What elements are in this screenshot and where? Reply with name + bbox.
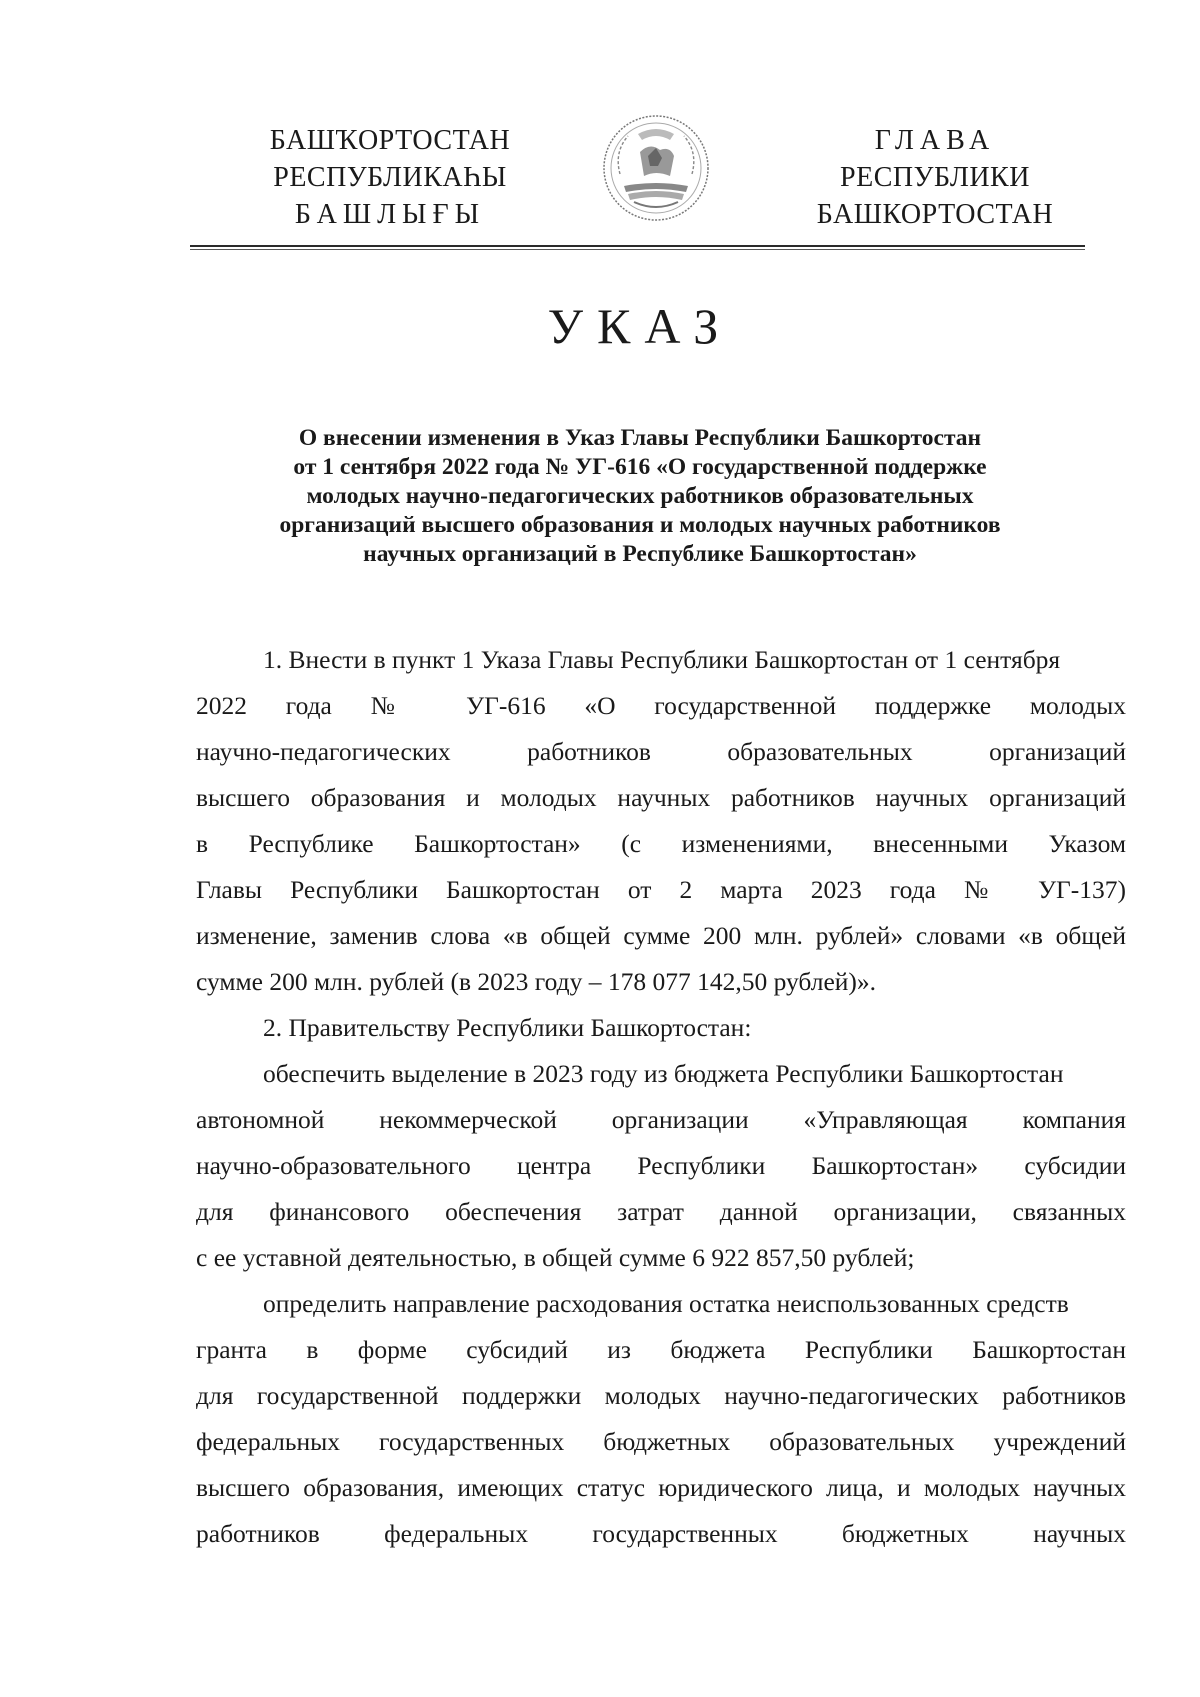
document-title [180, 424, 1100, 569]
body-line: гранта в форме субсидий из бюджета Республики Башкортостан [196, 1335, 1126, 1364]
document-type-heading: УКАЗ [547, 298, 733, 354]
issuer-line-3: БАШЛЫҒЫ [294, 199, 486, 230]
body-line: Главы Республики Башкортостан от 2 марта 2023 года № УГ-137) [196, 875, 1126, 904]
header-double-rule [190, 245, 1085, 251]
issuer-line-2: РЕСПУБЛИКАҺЫ [273, 162, 507, 193]
title-line: молодых научно-педагогических работников образовательных [306, 483, 974, 509]
body-line: для финансового обеспечения затрат данной организации, связанных [196, 1197, 1126, 1226]
title-line: от 1 сентября 2022 года № УГ-616 «О государственной поддержке [293, 454, 987, 480]
body-line: научно-образовательного центра Республики Башкортостан» субсидии [196, 1151, 1126, 1180]
body-line: изменение, заменив слова «в общей сумме 200 млн. рублей» словами «в общей [196, 921, 1126, 950]
body-line: в Республике Башкортостан» (с изменениями, внесенными Указом [196, 829, 1126, 858]
issuer-line-2: РЕСПУБЛИКИ [840, 162, 1030, 193]
title-line: О внесении изменения в Указ Главы Республики Башкортостан [298, 425, 982, 451]
issuer-line-1: ГЛАВА [874, 125, 996, 156]
issuer-line-3: БАШКОРТОСТАН [816, 199, 1054, 230]
body-line: автономной некоммерческой организации «Управляющая компания [196, 1105, 1126, 1134]
coat-of-arms-emblem-icon [600, 112, 712, 224]
body-line: сумме 200 млн. рублей (в 2023 году – 178 077 142,50 рублей)». [196, 967, 877, 996]
body-line: 1. Внести в пункт 1 Указа Главы Республики Башкортостан от 1 сентября [263, 645, 1061, 674]
title-line: научных организаций в Республике Башкортостан» [363, 541, 917, 567]
body-line: работников федеральных государственных бюджетных научных [196, 1519, 1126, 1548]
body-line: для государственной поддержки молодых научно-педагогических работников [196, 1381, 1126, 1410]
issuer-line-1: БАШҠОРТОСТАН [269, 125, 511, 156]
body-line: с ее уставной деятельностью, в общей сумме 6 922 857,50 рублей; [196, 1243, 915, 1272]
body-line: федеральных государственных бюджетных образовательных учреждений [196, 1427, 1126, 1456]
body-line: определить направление расходования остатка неиспользованных средств [263, 1289, 1069, 1318]
issuer-header-bashkir [240, 122, 540, 233]
issuer-header-russian [780, 122, 1090, 233]
body-line: 2022 года № УГ-616 «О государственной поддержке молодых [196, 691, 1126, 720]
document-body [196, 637, 1126, 1557]
body-line: научно-педагогических работников образовательных организаций [196, 737, 1126, 766]
body-line: 2. Правительству Республики Башкортостан: [263, 1013, 752, 1042]
body-line: высшего образования и молодых научных работников научных организаций [196, 783, 1126, 812]
title-line: организаций высшего образования и молодых научных работников [279, 512, 1001, 538]
body-line: обеспечить выделение в 2023 году из бюджета Республики Башкортостан [263, 1059, 1064, 1088]
body-line: высшего образования, имеющих статус юридического лица, и молодых научных [196, 1473, 1126, 1502]
